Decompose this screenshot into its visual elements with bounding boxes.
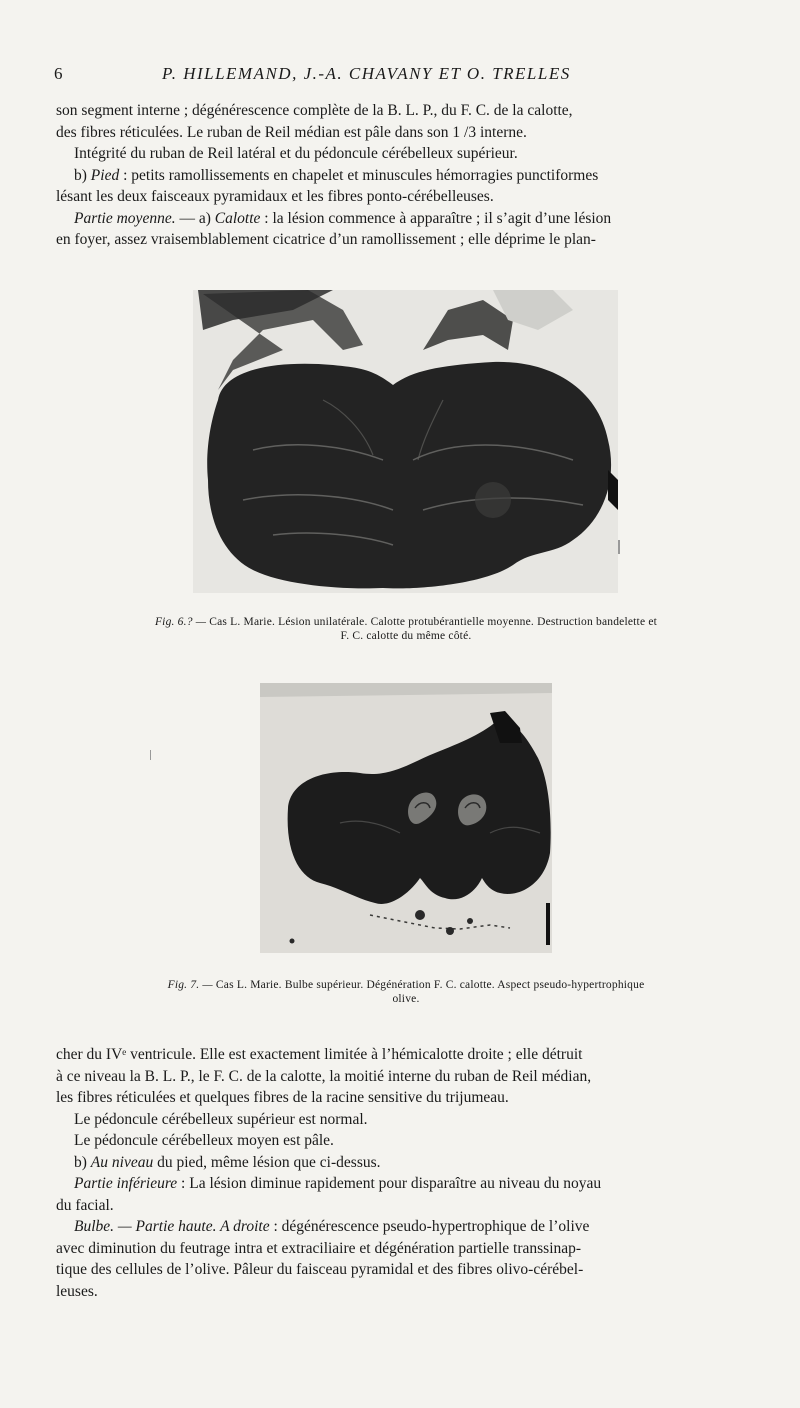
running-head: P. HILLEMAND, J.-A. CHAVANY ET O. TRELLES bbox=[162, 64, 571, 83]
top-text-block bbox=[56, 100, 756, 251]
figure-6-image bbox=[193, 290, 618, 593]
text-run: b) bbox=[74, 1153, 91, 1171]
figure-7-image bbox=[260, 683, 552, 953]
text-line: son segment interne ; dégénérescence complète de la B. L. P., du F. C. de la calotte, bbox=[56, 102, 573, 119]
text-line bbox=[56, 1216, 756, 1238]
caption-line: F. C. calotte du même côté. bbox=[340, 630, 472, 642]
figure-label: Fig. 6.? — bbox=[154, 616, 207, 628]
text-run-italic: Au niveau bbox=[90, 1153, 154, 1171]
text-run: : La lésion diminue rapidement pour disparaître au niveau du noyau bbox=[177, 1175, 602, 1192]
text-line: tique des cellules de l’olive. Pâleur du faisceau pyramidal et des fibres olivo-cérébel- bbox=[56, 1261, 584, 1278]
caption-text: Cas L. Marie. Lésion unilatérale. Calotte protubérantielle moyenne. Destruction bandelette et bbox=[209, 616, 658, 628]
text-run: : petits ramollissements en chapelet et minuscules hémorragies punctiformes bbox=[119, 166, 599, 184]
text-run: — a) bbox=[175, 209, 215, 227]
text-run: du pied, même lésion que ci-dessus. bbox=[153, 1153, 381, 1171]
text-line: Intégrité du ruban de Reil latéral et du pédoncule cérébelleux supérieur. bbox=[74, 145, 518, 162]
page-header bbox=[54, 64, 754, 88]
text-line: lésant les deux faisceaux pyramidaux et les fibres ponto-cérébelleuses. bbox=[56, 188, 494, 205]
bottom-text-block bbox=[56, 1044, 756, 1302]
text-line: avec diminution du feutrage intra et extraciliaire et dégénération partielle transsinap- bbox=[56, 1239, 582, 1257]
caption-line bbox=[56, 978, 756, 992]
text-line: en foyer, assez vraisemblablement cicatrice d’un ramollissement ; elle déprime le plan- bbox=[56, 231, 596, 248]
text-line: cher du IVᵉ ventricule. Elle est exactement limitée à l’hémicalotte droite ; elle détruit bbox=[56, 1046, 583, 1063]
figure-label: Fig. 7. — bbox=[167, 979, 213, 991]
caption-line bbox=[56, 615, 756, 629]
text-line bbox=[56, 208, 756, 230]
text-run-italic: Bulbe. — Partie haute. A droite bbox=[74, 1218, 270, 1235]
figure-mark bbox=[618, 540, 620, 554]
text-run: b) bbox=[74, 166, 91, 184]
text-run: : la lésion commence à apparaître ; il s’agit d’une lésion bbox=[260, 209, 612, 227]
text-line: du facial. bbox=[56, 1196, 114, 1214]
text-line: Le pédoncule cérébelleux supérieur est normal. bbox=[74, 1110, 368, 1128]
text-line bbox=[56, 165, 756, 187]
text-run-italic: Calotte bbox=[214, 209, 261, 227]
pons-section-illustration bbox=[193, 290, 618, 593]
text-run-italic: Pied bbox=[90, 166, 120, 184]
medulla-section-illustration bbox=[260, 683, 552, 953]
text-line: Le pédoncule cérébelleux moyen est pâle. bbox=[74, 1132, 334, 1149]
page-number: 6 bbox=[54, 64, 64, 83]
figure-mark bbox=[150, 750, 151, 760]
figure-7-caption bbox=[56, 978, 756, 1006]
text-line: à ce niveau la B. L. P., le F. C. de la calotte, la moitié interne du ruban de Reil médian, bbox=[56, 1067, 592, 1085]
text-line bbox=[56, 1173, 756, 1195]
text-line bbox=[56, 1152, 756, 1174]
text-line: des fibres réticulées. Le ruban de Reil médian est pâle dans son 1 /3 interne. bbox=[56, 123, 527, 141]
text-line: les fibres réticulées et quelques fibres de la racine sensitive du trijumeau. bbox=[56, 1089, 509, 1106]
text-line: leuses. bbox=[56, 1282, 98, 1300]
text-run: : dégénérescence pseudo-hypertrophique de l’olive bbox=[269, 1218, 590, 1235]
text-run-italic: Partie moyenne. bbox=[74, 209, 176, 227]
text-run-italic: Partie inférieure bbox=[74, 1175, 178, 1192]
caption-line: olive. bbox=[392, 993, 420, 1005]
figure-6-caption bbox=[56, 615, 756, 643]
caption-text: Cas L. Marie. Bulbe supérieur. Dégénération F. C. calotte. Aspect pseudo-hypertrophique bbox=[215, 979, 645, 991]
